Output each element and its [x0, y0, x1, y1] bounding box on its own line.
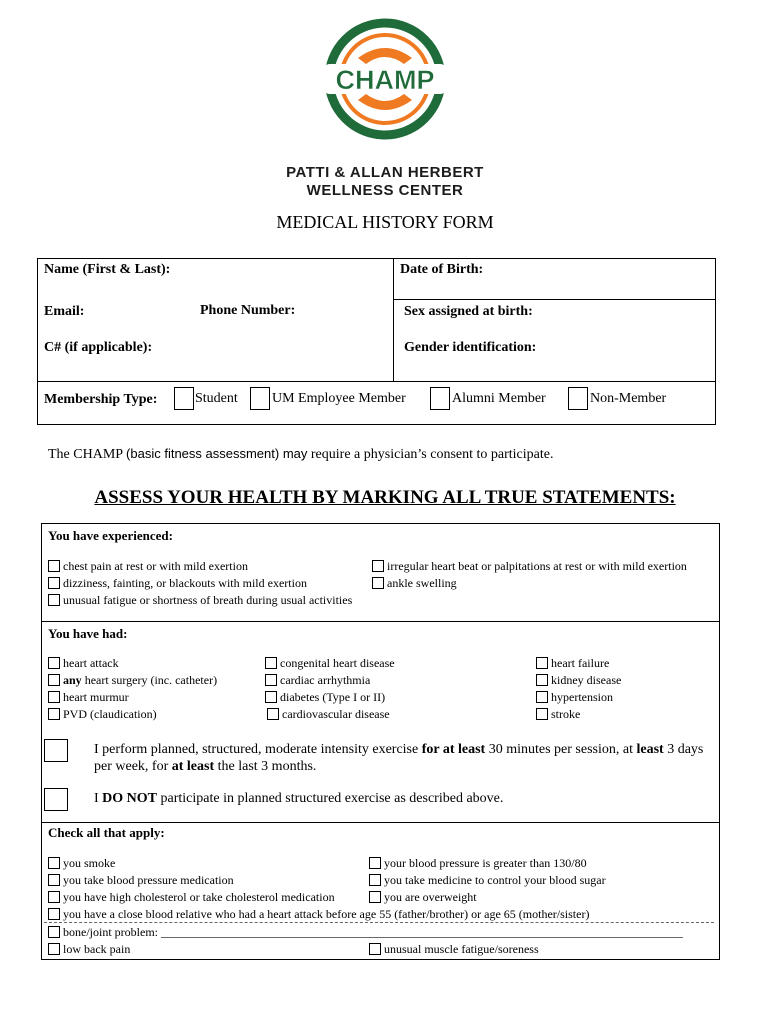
divider	[393, 299, 716, 300]
checkbox[interactable]	[267, 708, 279, 720]
checkbox[interactable]	[48, 577, 60, 589]
gender-label: Gender identification:	[404, 340, 537, 355]
non-member-checkbox[interactable]	[568, 387, 588, 410]
checkbox[interactable]	[48, 908, 60, 920]
student-checkbox[interactable]	[174, 387, 194, 410]
non-member-option: Non-Member	[590, 391, 667, 406]
list-item: you take medicine to control your blood sugar	[369, 873, 606, 888]
checkbox[interactable]	[48, 674, 60, 686]
list-item: unusual muscle fatigue/soreness	[369, 942, 539, 957]
apply-label: Check all that apply:	[48, 825, 165, 840]
experienced-label: You have experienced:	[48, 528, 173, 543]
alumni-option: Alumni Member	[452, 391, 546, 406]
sex-label: Sex assigned at birth:	[404, 304, 533, 319]
um-employee-checkbox[interactable]	[250, 387, 270, 410]
list-item: kidney disease	[536, 673, 621, 688]
exercise-statement-line2: per week, for at least the last 3 months.	[94, 759, 317, 774]
assess-heading: ASSESS YOUR HEALTH BY MARKING ALL TRUE STATEMENTS:	[94, 487, 676, 508]
list-item: dizziness, fainting, or blackouts with mild exertion	[48, 576, 307, 591]
exercise-yes-checkbox[interactable]	[44, 739, 68, 762]
list-item: heart murmur	[48, 690, 129, 705]
cnum-label: C# (if applicable):	[44, 340, 153, 355]
divider	[41, 621, 720, 622]
svg-text:CHAMP: CHAMP	[335, 65, 435, 95]
list-item: ankle swelling	[372, 576, 457, 591]
consent-note: The CHAMP (basic fitness assessment) may require a physician’s consent to participate.	[48, 446, 554, 462]
center-name-line1: PATTI & ALLAN HERBERT	[286, 164, 484, 181]
divider	[393, 258, 394, 381]
divider	[41, 822, 720, 823]
list-item: cardiovascular disease	[267, 707, 390, 722]
checkbox[interactable]	[536, 674, 548, 686]
checkbox[interactable]	[372, 577, 384, 589]
checkbox[interactable]	[265, 691, 277, 703]
list-item: you smoke	[48, 856, 115, 871]
list-item: irregular heart beat or palpitations at rest or with mild exertion	[372, 559, 687, 574]
list-item: you are overweight	[369, 890, 477, 905]
list-item: low back pain	[48, 942, 130, 957]
divider	[44, 922, 714, 923]
um-employee-option: UM Employee Member	[272, 391, 406, 406]
alumni-checkbox[interactable]	[430, 387, 450, 410]
checkbox[interactable]	[48, 657, 60, 669]
checkbox[interactable]	[265, 657, 277, 669]
exercise-no-checkbox[interactable]	[44, 788, 68, 811]
list-item: PVD (claudication)	[48, 707, 157, 722]
checkbox[interactable]	[48, 943, 60, 955]
no-exercise-statement: I DO NOT participate in planned structured exercise as described above.	[94, 791, 504, 806]
list-item: any heart surgery (inc. catheter)	[48, 673, 217, 688]
dob-label: Date of Birth:	[400, 262, 484, 277]
checkbox[interactable]	[48, 857, 60, 869]
checkbox[interactable]	[372, 560, 384, 572]
checkbox[interactable]	[369, 943, 381, 955]
checkbox[interactable]	[48, 560, 60, 572]
email-label: Email:	[44, 304, 85, 319]
checkbox[interactable]	[48, 891, 60, 903]
student-option: Student	[195, 391, 238, 406]
list-item: hypertension	[536, 690, 613, 705]
list-item: cardiac arrhythmia	[265, 673, 370, 688]
center-name-line2: WELLNESS CENTER	[306, 182, 464, 199]
list-item: heart failure	[536, 656, 609, 671]
list-item: your blood pressure is greater than 130/80	[369, 856, 587, 871]
checkbox[interactable]	[48, 691, 60, 703]
membership-label: Membership Type:	[44, 392, 158, 407]
list-item: heart attack	[48, 656, 119, 671]
list-item: you have high cholesterol or take cholesterol medication	[48, 890, 335, 905]
list-item: unusual fatigue or shortness of breath during usual activities	[48, 593, 352, 608]
list-item: you take blood pressure medication	[48, 873, 234, 888]
checkbox[interactable]	[369, 857, 381, 869]
checkbox[interactable]	[48, 926, 60, 938]
divider	[37, 381, 716, 382]
form-title: MEDICAL HISTORY FORM	[276, 212, 494, 232]
list-item: diabetes (Type I or II)	[265, 690, 385, 705]
checkbox[interactable]	[48, 874, 60, 886]
list-item: congenital heart disease	[265, 656, 395, 671]
checkbox[interactable]	[48, 594, 60, 606]
checkbox[interactable]	[536, 691, 548, 703]
list-item: stroke	[536, 707, 580, 722]
checkbox[interactable]	[369, 874, 381, 886]
list-item: chest pain at rest or with mild exertion	[48, 559, 248, 574]
list-item: you have a close blood relative who had a heart attack before age 55 (father/brother) or age 65 (mother/sister)	[48, 907, 589, 922]
phone-label: Phone Number:	[200, 303, 296, 318]
name-label: Name (First & Last):	[44, 262, 171, 277]
checkbox[interactable]	[536, 657, 548, 669]
checkbox[interactable]	[369, 891, 381, 903]
had-label: You have had:	[48, 626, 128, 641]
champ-logo	[318, 18, 452, 140]
exercise-statement: I perform planned, structured, moderate intensity exercise for at least 30 minutes per session, at least 3 days	[94, 742, 704, 757]
checkbox[interactable]	[48, 708, 60, 720]
list-item: bone/joint problem: _______________________________________________________________________________________	[48, 925, 713, 940]
checkbox[interactable]	[265, 674, 277, 686]
checkbox[interactable]	[536, 708, 548, 720]
